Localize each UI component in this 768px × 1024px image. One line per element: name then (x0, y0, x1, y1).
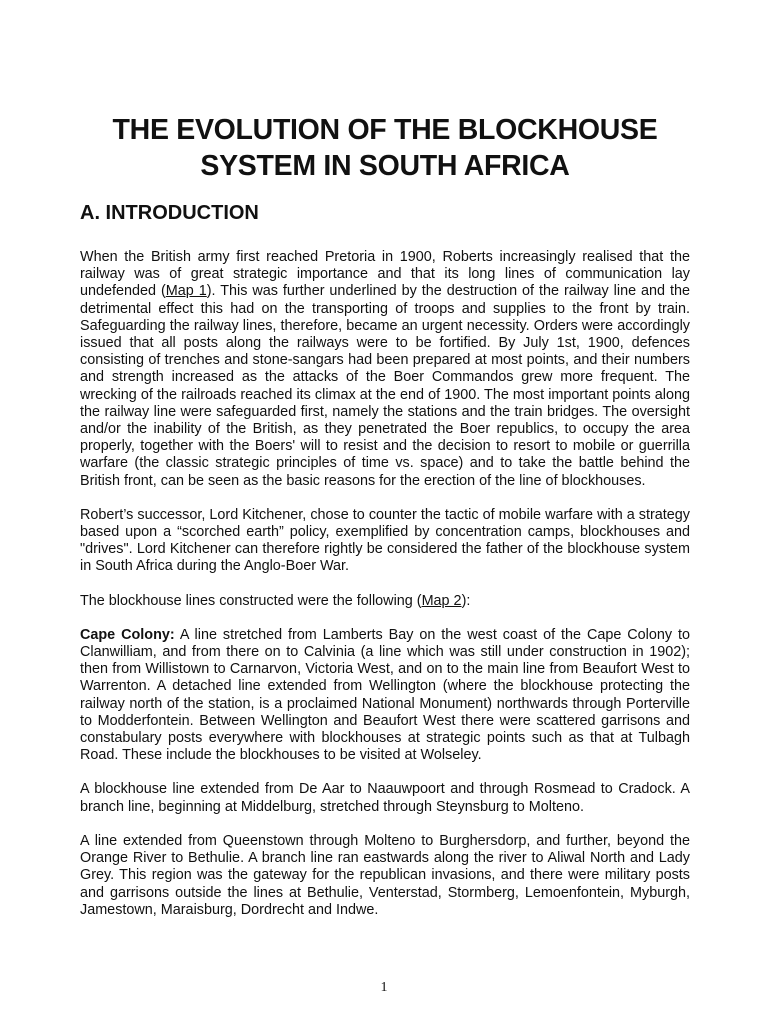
section-heading: A. INTRODUCTION (80, 202, 259, 224)
document-page (80, 0, 690, 919)
paragraph-de-aar-line: A blockhouse line extended from De Aar to Naauwpoort and through Rosmead to Cradock. A branch line, beginning at Middelburg, stretched through Steynsburg to Molteno. (80, 781, 690, 815)
paragraph-text: ): (461, 592, 471, 609)
paragraph-text: ). This was further underlined by the destruction of the railway line and the detrimental effect this had on the transporting of troops and supplies to the front by train. Safeguarding the railway lines, therefore, became an urgent necessity. Orders were accordingly issued that all posts along the railways were to be fortified. By July 1st, 1900, defences consisting of trenches and stone-sangars had been prepared at most points, and their numbers and strength increased as the attacks of the Boer Commandos grew more frequent. The wrecking of the railroads reached its climax at the end of 1900. The most important points along the railway line were safeguarded first, namely the stations and the train bridges. The oversight and/or the inability of the British, as they penetrated the Boer republics, to occupy the area properly, together with the Boers' will to resist and the decision to resort to mobile or guerrilla warfare (the classic strategic principles of time vs. space) and to take the battle behind the British front, can be seen as the basic reasons for the erection of the line of blockhouses. (80, 283, 690, 489)
page-number: 1 (380, 980, 388, 995)
paragraph-text: When the British army first reached Pretoria in 1900, Roberts increasingly realised that the railway was of great strategic importance and that its long lines of communication lay undefended ( (80, 249, 690, 300)
map-2-link[interactable]: Map 2 (421, 592, 462, 609)
paragraph-introduction (80, 249, 690, 490)
paragraph-lines-intro (80, 593, 690, 610)
paragraph-cape-colony (80, 627, 690, 765)
document-title: THE EVOLUTION OF THE BLOCKHOUSE SYSTEM IN SOUTH AFRICA (112, 114, 658, 182)
paragraph-text: The blockhouse lines constructed were the following ( (80, 592, 422, 609)
paragraph-text: A line stretched from Lamberts Bay on the west coast of the Cape Colony to Clanwilliam, and from there on to Calvinia (a line which was still under construction in 1902); then from Willistown to Carnarvon, Victoria West, and on to the main line from Beaufort West to Warrenton. A detached line extended from Wellington (where the blockhouse protecting the railway north of the station, is a proclaimed National Monument) northwards through Porterville to Modderfontein. Between Wellington and Beaufort West there were scattered garrisons and constabulary posts everywhere with blockhouses at strategic points such as that at Tulbagh Road. These include the blockhouses to be visited at Wolseley. (80, 626, 691, 764)
cape-colony-label: Cape Colony: (80, 626, 175, 643)
paragraph-kitchener: Robert’s successor, Lord Kitchener, chose to counter the tactic of mobile warfare with a strategy based upon a “scorched earth” policy, exemplified by concentration camps, blockhouses and "drives". Lord Kitchener can therefore rightly be considered the father of the blockhouse system in South Africa during the Anglo-Boer War. (80, 506, 690, 575)
map-1-link[interactable]: Map 1 (165, 283, 207, 300)
paragraph-queenstown-line: A line extended from Queenstown through Molteno to Burghersdorp, and further, beyond the Orange River to Bethulie. A branch line ran eastwards along the river to Aliwal North and Lady Grey. This region was the gateway for the republican invasions, and there were military posts and garrisons outside the lines at Bethulie, Venterstad, Stormberg, Lemoenfontein, Myburgh, Jamestown, Maraisburg, Dordrecht and Indwe. (80, 832, 690, 918)
